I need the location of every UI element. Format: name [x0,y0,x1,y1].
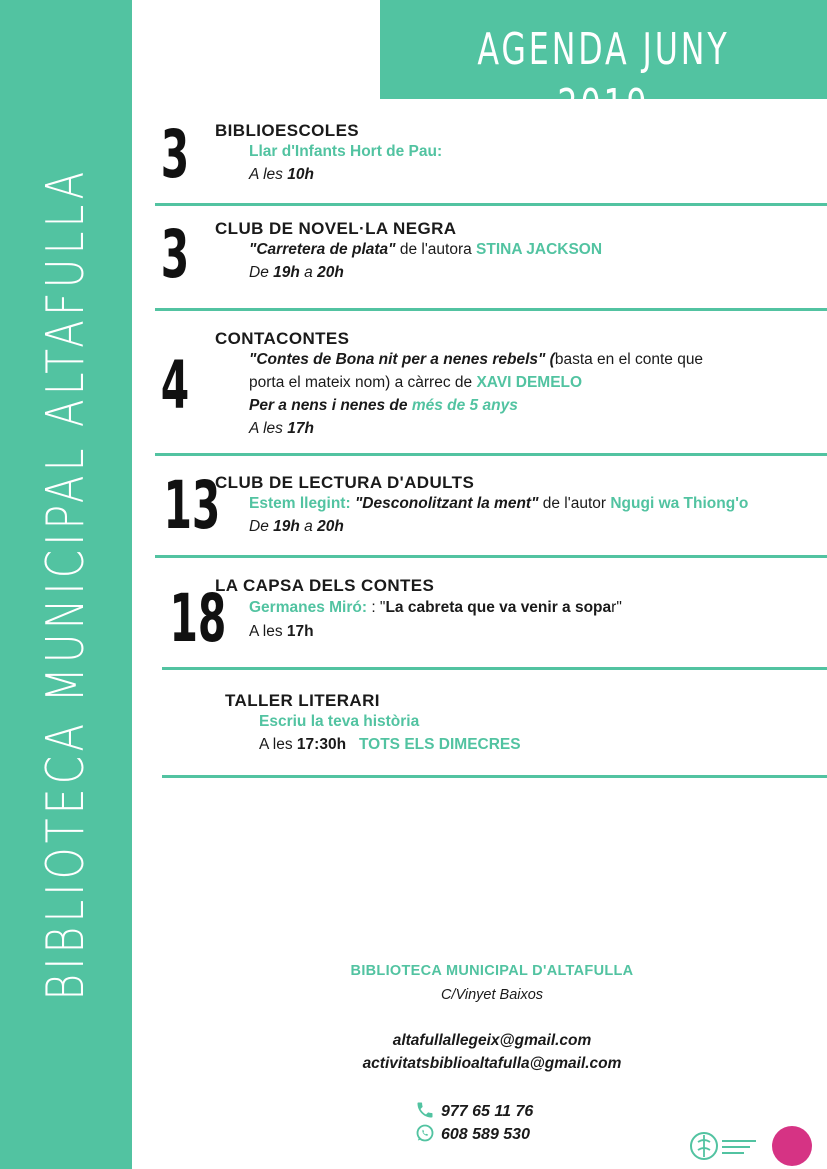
event-time: A les 17:30h TOTS ELS DIMECRES [259,736,521,753]
footer-phone-1[interactable]: 977 65 11 76 [415,1100,533,1121]
event-audience: Per a nens i nenes de més de 5 anys [249,397,518,414]
event-book: "Carretera de plata" de l'autora STINA JACKSON [249,241,603,258]
biblioteca-logo [772,1126,812,1166]
event-title: CLUB DE LECTURA D'ADULTS [215,473,475,492]
event-time: De 19h a 20h [249,264,344,281]
event-place: Llar d'Infants Hort de Pau: [249,143,443,160]
event-day: 4 [160,347,190,424]
whatsapp-icon [415,1123,435,1143]
footer-email-1[interactable]: altafullallegeix@gmail.com [392,1032,592,1049]
phone-icon [415,1100,435,1120]
event-title: TALLER LITERARI [225,691,380,710]
event-day: 3 [160,116,190,193]
event-title: CLUB DE NOVEL·LA NEGRA [215,219,457,238]
event-description: porta el mateix nom) a càrrec de XAVI DEMELO [249,374,583,391]
event-title: LA CAPSA DELS CONTES [215,576,435,595]
event-time: A les 17h [249,623,314,640]
event-book: Estem llegint: "Desconolitzant la ment" de l'autor Ngugi wa Thiong'o [249,495,749,512]
footer-phone-2[interactable]: 608 589 530 [415,1123,530,1144]
footer-library-name: BIBLIOTECA MUNICIPAL D'ALTAFULLA [350,963,634,979]
event-day: 13 [163,467,221,544]
event-subtitle: Escriu la teva història [259,713,420,730]
footer [132,0,827,1169]
event-day: 18 [169,580,227,657]
sidebar-title: BIBLIOTECA MUNICIPAL ALTAFULLA [36,167,96,1001]
event-time: De 19h a 20h [249,518,344,535]
event-book: "Contes de Bona nit per a nenes rebels" (basta en el conte que [249,351,704,368]
event-day: 3 [160,216,190,293]
event-time: A les 17h [249,420,314,437]
ajuntament-altafulla-logo [690,1126,760,1166]
footer-address: C/Vinyet Baixos [440,987,544,1003]
footer-email-2[interactable]: activitatsbiblioaltafulla@gmail.com [362,1055,622,1072]
event-time: A les 10h [249,166,314,183]
sidebar-band [0,0,132,1169]
page-title: AGENDA JUNY 2019 [477,24,730,131]
event-title: BIBLIOESCOLES [215,121,360,140]
event-title: CONTACONTES [215,329,350,348]
event-story: Germanes Miró: : "La cabreta que va venir a sopar" [249,599,622,616]
